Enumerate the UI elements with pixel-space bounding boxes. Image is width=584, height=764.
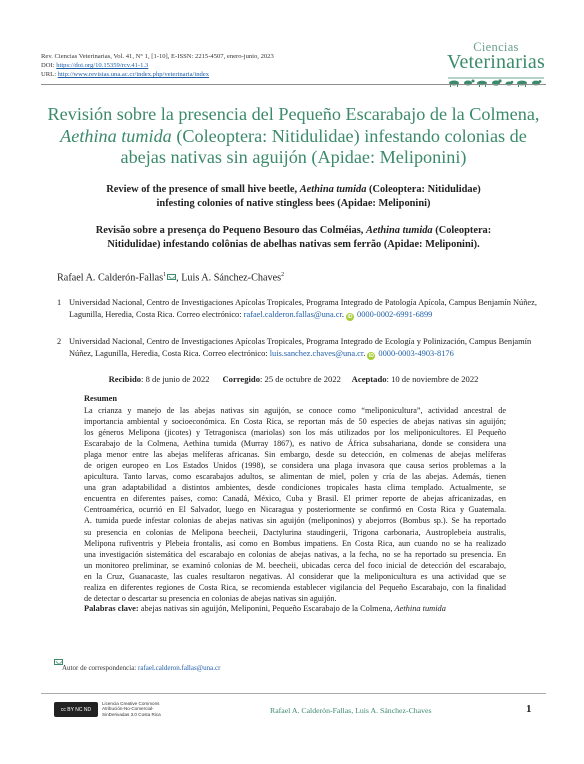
abstract-line: La crianza y manejo de las abejas nativas sin aguijón, se conoce como “meliponicultura”, actividad ancestral de <box>84 406 506 415</box>
title-pt-species: Aethina tumida <box>365 225 433 236</box>
affiliation-body: Universidad Nacional, Centro de Investigaciones Apícolas Tropicales, Programa Integrado de Ecología y Polinización, Campus Benjamín Núñez, Lagunilla, Heredia, Costa Rica. Correo electrónico: <box>69 337 532 359</box>
abstract-line: los géneros Melipona (jicotes) y Tetragonisca (mariolas) son los más utilizados por los meliponicultores. El Pequeño <box>84 428 506 438</box>
url-link[interactable]: http://www.revistas.una.ac.cr/index.php/veterinaria/index <box>57 71 210 78</box>
abstract-line: encuentra en diferentes países, como: Canadá, México, Cuba y Brasil. El primer reporte de abejas africanizadas, en <box>84 494 506 504</box>
title-es-line-3: abejas nativas sin aguijón (Apidae: Meliponini) <box>120 147 467 167</box>
affiliation-email-link[interactable]: luis.sanchez.chaves@una.cr <box>269 349 364 359</box>
logo-main-text: Veterinarias <box>447 51 545 73</box>
abstract-body <box>84 405 506 604</box>
title-pt-line-1 <box>41 224 546 238</box>
title-en-line-2: infesting colonies of native stingless bees (Apidae: Meliponini) <box>156 197 431 209</box>
affiliation-number: 2 <box>57 337 62 346</box>
affiliation-1 <box>57 297 557 323</box>
affiliation-2 <box>57 336 557 362</box>
received-date: : 8 de junio de 2022 <box>141 374 210 384</box>
title-en-a: Review of the presence of small hive beetle, <box>106 184 300 195</box>
abstract-line: de detectar o descartar su presencia en colonias de abejas nativas sin aguijón. <box>84 593 337 603</box>
header-rule <box>41 84 546 85</box>
abstract-line: plaga menor entre las abejas melíferas africanas. Sin embargo, desde su detección, en colmenas de abejas melíferas <box>84 450 506 460</box>
abstract-line: apicultura. Tanto larvas, como escarabajos adultos, se alimentan de miel, polen y cría de las abejas. Además, tienen <box>84 472 506 482</box>
title-english <box>41 183 546 211</box>
author-2: , Luis A. Sánchez-Chaves <box>176 272 282 284</box>
correspondence <box>62 664 220 672</box>
title-portuguese <box>41 224 546 252</box>
abstract-line: una gran adaptabilidad a distintos ambientes, desde condiciones tropicales hasta clima templado. Actualmente, se <box>84 483 506 493</box>
abstract-line: su presencia en colonias de Melipona beecheii, Dactylurina staudingerii, Trigona carbonaria, Austroplebeia australis, <box>84 527 506 537</box>
logo-top-text: Ciencias <box>473 40 519 54</box>
abstract-line: realiza en diferentes regiones de Costa Rica, se recomienda establecer vigilancia del Pequeño Escarabajo, con la finalidad <box>84 582 506 592</box>
title-es-line-2 <box>41 126 546 148</box>
author-1-affiliation-mark: 1 <box>163 272 167 278</box>
abstract-line: Melipona rufiventris y Plebeia frontalis, así como en Bombus impatiens. En Costa Rica, aun cuando no se ha realizado <box>84 538 506 548</box>
affiliation-email-link[interactable]: rafael.calderon.fallas@una.cr <box>243 310 342 320</box>
cc-license-badge: cc BY NC ND <box>54 702 98 717</box>
orcid-link[interactable]: 0000-0002-6991-6899 <box>357 310 433 320</box>
url-label: URL: <box>41 71 58 78</box>
received-label: Recibido <box>108 374 142 384</box>
orcid-icon: iD <box>368 353 374 360</box>
keywords <box>84 604 524 613</box>
accepted-date: : 10 de noviembre de 2022 <box>386 374 479 384</box>
abstract-line: en la Cruz, Guanacaste, las cuales resultaron negativas. Al considerar que la meliponicultura es una actividad que se <box>84 571 506 581</box>
doi-label: DOI: <box>41 62 57 69</box>
correspondence-label: Autor de correspondencia: <box>62 664 138 672</box>
doi-link[interactable]: https://doi.org/10.15359/rcv.41-1.3 <box>56 62 149 69</box>
license-line-2: Atribución-No-Comercial- <box>102 706 154 712</box>
abstract-line: A. tumida puede infestar colonias de abejas nativas sin aguijón (meliponinos) y abejorros (Bombus sp.). Se ha reportado <box>84 516 506 526</box>
footer-rule <box>41 693 546 694</box>
accepted-label: Aceptado <box>351 374 387 384</box>
abstract-line: Centroamérica, ocurrió en El Salvador, luego en Nicaragua y posteriormente se confirmó en Costa Rica y Guatemala. <box>84 505 506 515</box>
url-line <box>41 71 209 80</box>
journal-citation: Rev. Ciencias Veterinarias, Vol. 41, N° 1, [1-10], E-ISSN: 2215-4507, enero-junio, 2023 <box>41 53 274 60</box>
orcid-link[interactable]: 0000-0003-4903-8176 <box>378 349 454 359</box>
abstract-heading: Resumen <box>84 394 118 403</box>
title-es-species: Aethina tumida <box>60 125 172 146</box>
author-2-affiliation-mark: 2 <box>281 272 285 278</box>
license-text <box>102 701 161 717</box>
author-list <box>57 272 284 283</box>
title-pt-a: Revisão sobre a presença do Pequeno Besouro das Colméias, <box>95 225 366 236</box>
page-number: 1 <box>526 703 532 715</box>
affiliation-text: Universidad Nacional, Centro de Investigaciones Apícolas Tropicales, Programa Integrado de Ecología y Polinización, Campus Benjamín Núñez, Lagunilla, Heredia, Costa Rica. Correo electrónico: luis.sanchez.chaves@una.cr. iD 0000-0003-4903-8176 <box>69 337 532 360</box>
footer-authors: Rafael A. Calderón-Fallas, Luis A. Sánchez-Chaves <box>270 706 432 715</box>
abstract-line: de origen europeo en Los Estados Unidos (1998), se considera una plaga invasora que causa serios problemas a la <box>84 461 506 471</box>
title-en-b: (Coleoptera: Nitidulidae) <box>366 184 481 195</box>
cc-license[interactable] <box>54 702 98 717</box>
license-line-3: SinDerivadas 3.0 Costa Rica <box>102 711 161 717</box>
keywords-species: Aethina tumida <box>394 604 446 613</box>
keywords-text: abejas nativas sin aguijón, Meliponini, Pequeño Escarabajo de la Colmena, <box>138 604 395 613</box>
title-pt-b: (Coleoptera: <box>432 225 492 236</box>
article-dates <box>41 374 546 384</box>
corrected-date: : 25 de octubre de 2022 <box>260 374 341 384</box>
title-es-line-1: Revisión sobre la presencia del Pequeño Escarabajo de la Colmena, <box>47 104 540 124</box>
title-pt-line-2: Nitidulidae) infestando colônias de abelhas nativas sem ferrão (Apidae: Meliponini). <box>107 238 480 250</box>
license-line-1: Licencia Creative Commons <box>102 701 160 706</box>
title-spanish <box>41 104 546 169</box>
affiliation-number: 1 <box>57 298 62 307</box>
title-en-species: Aethina tumida <box>299 184 367 195</box>
abstract-line: Escarabajo de la Colmena, Aethina tumida (Murray 1867), es nativo de África subsahariana, donde se considera una <box>84 439 506 449</box>
affiliation-body: Universidad Nacional, Centro de Investigaciones Apícolas Tropicales, Programa Integrado de Patología Apícola, Campus Benjamín Núñez, Lagunilla, Heredia, Costa Rica. Correo electrónico: <box>69 298 537 320</box>
corrected-label: Corregido <box>222 374 261 384</box>
email-icon[interactable] <box>167 274 176 280</box>
author-1: Rafael A. Calderón-Fallas <box>57 272 164 284</box>
affiliation-text: Universidad Nacional, Centro de Investigaciones Apícolas Tropicales, Programa Integrado de Patología Apícola, Campus Benjamín Núñez, Lagunilla, Heredia, Costa Rica. Correo electrónico: rafael.calderon.fallas@una.cr. iD 0000-0002-6991-6899 <box>69 298 537 321</box>
title-en-line-1 <box>41 183 546 197</box>
orcid-icon: iD <box>347 314 353 321</box>
abstract-line: importancia ambiental y socioeconómica. En Costa Rica, se reportan más de 50 especies de abejas nativas sin aguijón; <box>84 417 506 427</box>
animal-silhouettes-icon <box>446 77 546 87</box>
title-es-taxon: (Coleoptera: Nitidulidae) infestando colonias de <box>171 125 527 146</box>
keywords-label: Palabras clave: <box>84 604 139 613</box>
abstract-line: una investigación sistemática del escarabajo en colonias de abejas nativas, a la fecha, no se ha reportado su presencia. En <box>84 549 506 559</box>
abstract-line: un monitoreo preliminar, se examinó colonias de M. beecheii, ubicadas cerca del foco inicial de detección del escarabajo, <box>84 560 506 570</box>
correspondence-email-link[interactable]: rafael.calderon.fallas@una.cr <box>138 664 221 672</box>
doi-line <box>41 62 148 71</box>
